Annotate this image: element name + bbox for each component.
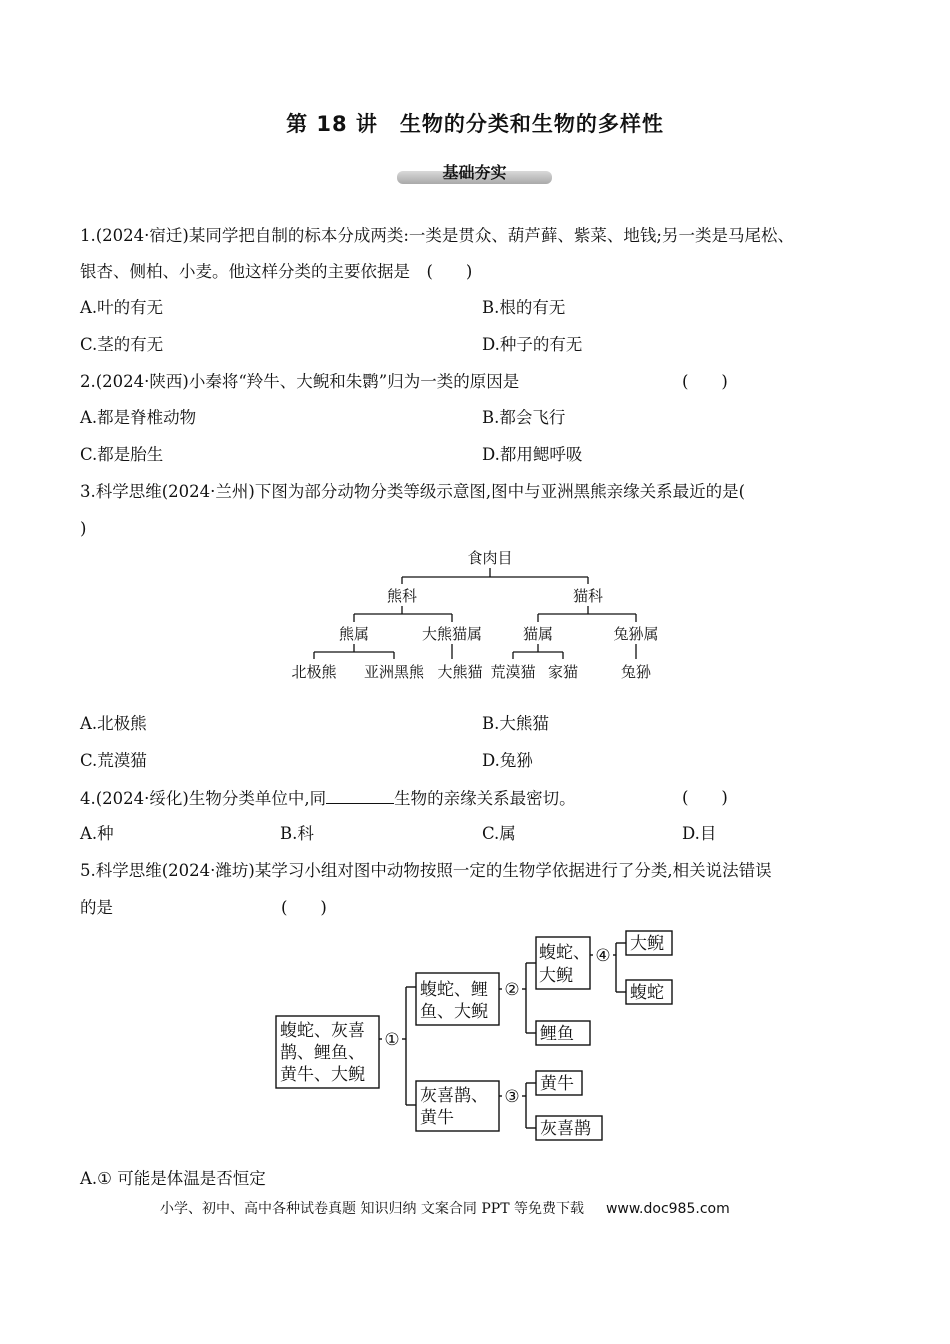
- flow-leaf-magpie: 灰喜鹊: [540, 1119, 591, 1139]
- tree-genus-bear: 熊属: [338, 625, 370, 643]
- question-3-option-a[interactable]: A.北极熊: [80, 714, 147, 733]
- question-4-option-c[interactable]: C.属: [482, 824, 516, 843]
- tree-connectors: [314, 568, 636, 659]
- flow-marker-1: ①: [384, 1030, 400, 1050]
- section-badge: [397, 160, 552, 187]
- flow-leaf-carp: 鲤鱼: [540, 1024, 574, 1044]
- question-2-option-d[interactable]: D.都用鳃呼吸: [482, 445, 583, 464]
- flow-leaf-cattle: 黄牛: [540, 1074, 574, 1094]
- flow-group2-line1: 灰喜鹊、: [420, 1086, 488, 1106]
- flow-root-line2: 鹊、鲤鱼、: [280, 1043, 365, 1063]
- question-1-option-a[interactable]: A.叶的有无: [80, 298, 164, 317]
- question-2-option-a[interactable]: A.都是脊椎动物: [80, 408, 197, 427]
- tree-genus-panda: 大熊猫属: [421, 625, 483, 643]
- flow-group1-line1: 蝮蛇、鲤: [420, 980, 488, 1000]
- flow-leaf-salamander: 大鲵: [630, 934, 664, 954]
- question-3-stem-line1: 3.科学思维(2024·兰州)下图为部分动物分类等级示意图,图中与亚洲黑熊亲缘关系最近的是(: [80, 482, 746, 501]
- footer-url[interactable]: www.doc985.com: [605, 1201, 730, 1217]
- flow-group3-line1: 蝮蛇、: [539, 943, 590, 963]
- question-4-blank[interactable]: [326, 787, 394, 804]
- page-title: 第 18 讲 生物的分类和生物的多样性: [286, 112, 664, 136]
- flow-root-line3: 黄牛、大鲵: [280, 1065, 365, 1085]
- question-3-option-d[interactable]: D.兔狲: [482, 751, 533, 770]
- tree-species-asian-black-bear: 亚洲黑熊: [363, 663, 425, 681]
- flow-group3-line2: 大鲵: [539, 966, 573, 986]
- section-badge-label: 基础夯实: [442, 163, 507, 182]
- question-4-option-d[interactable]: D.目: [682, 824, 717, 843]
- question-4-option-b[interactable]: B.科: [280, 824, 314, 843]
- question-3-option-c[interactable]: C.荒漠猫: [80, 751, 147, 770]
- question-5-option-a[interactable]: A.① 可能是体温是否恒定: [80, 1169, 266, 1188]
- footer-text: 小学、初中、高中各种试卷真题 知识归纳 文案合同 PPT 等免费下载: [160, 1201, 584, 1217]
- classification-tree-diagram: [270, 544, 690, 689]
- question-5-answer-paren: ( ): [281, 898, 327, 917]
- question-3-stem-line2: ): [80, 519, 87, 538]
- dichotomous-key-diagram: [270, 925, 680, 1147]
- question-1-option-d[interactable]: D.种子的有无: [482, 335, 583, 354]
- question-3-option-b[interactable]: B.大熊猫: [482, 714, 549, 733]
- question-4-answer-paren: ( ): [682, 788, 728, 807]
- question-1-option-c[interactable]: C.茎的有无: [80, 335, 164, 354]
- flow-group1-line2: 鱼、大鲵: [420, 1002, 488, 1022]
- question-5-stem-line2: 的是: [80, 898, 113, 917]
- question-4-option-a[interactable]: A.种: [80, 824, 114, 843]
- question-1-option-b[interactable]: B.根的有无: [482, 298, 566, 317]
- flow-marker-2: ②: [504, 980, 520, 1000]
- tree-species-polar-bear: 北极熊: [291, 663, 337, 681]
- flow-leaf-viper: 蝮蛇: [630, 983, 664, 1003]
- question-4-stem-part2: 生物的亲缘关系最密切。: [394, 789, 576, 808]
- tree-order: 食肉目: [467, 549, 513, 567]
- question-2-stem: 2.(2024·陕西)小秦将“羚牛、大鲵和朱鹮”归为一类的原因是: [80, 372, 520, 391]
- tree-species-manul: 兔狲: [620, 663, 652, 681]
- page-footer: [160, 1198, 730, 1218]
- tree-genus-manul: 兔狲属: [613, 625, 659, 643]
- question-2-answer-paren: ( ): [682, 372, 728, 391]
- flow-root-line1: 蝮蛇、灰喜: [280, 1021, 365, 1041]
- tree-species-desert-cat: 荒漠猫: [490, 663, 536, 681]
- question-4-stem-part1: 4.(2024·绥化)生物分类单位中,同: [80, 789, 327, 808]
- tree-species-giant-panda: 大熊猫: [437, 663, 483, 681]
- question-2-option-c[interactable]: C.都是胎生: [80, 445, 164, 464]
- flow-marker-3: ③: [504, 1087, 520, 1107]
- question-2-option-b[interactable]: B.都会飞行: [482, 408, 566, 427]
- question-4-stem: [80, 787, 576, 810]
- tree-genus-cat: 猫属: [522, 625, 554, 643]
- tree-species-domestic-cat: 家猫: [547, 663, 579, 681]
- question-1-stem-line1: 1.(2024·宿迁)某同学把自制的标本分成两类:一类是贯众、葫芦藓、紫菜、地钱;另一类是马尾松、: [80, 226, 794, 245]
- question-5-stem-line1: 5.科学思维(2024·潍坊)某学习小组对图中动物按照一定的生物学依据进行了分类,相关说法错误: [80, 861, 772, 880]
- flow-group2-line2: 黄牛: [420, 1108, 454, 1128]
- tree-family-cat: 猫科: [572, 587, 604, 605]
- question-1-stem-line2: 银杏、侧柏、小麦。他这样分类的主要依据是 ( ): [80, 262, 473, 281]
- flow-marker-4: ④: [595, 946, 611, 966]
- tree-family-bear: 熊科: [386, 587, 418, 605]
